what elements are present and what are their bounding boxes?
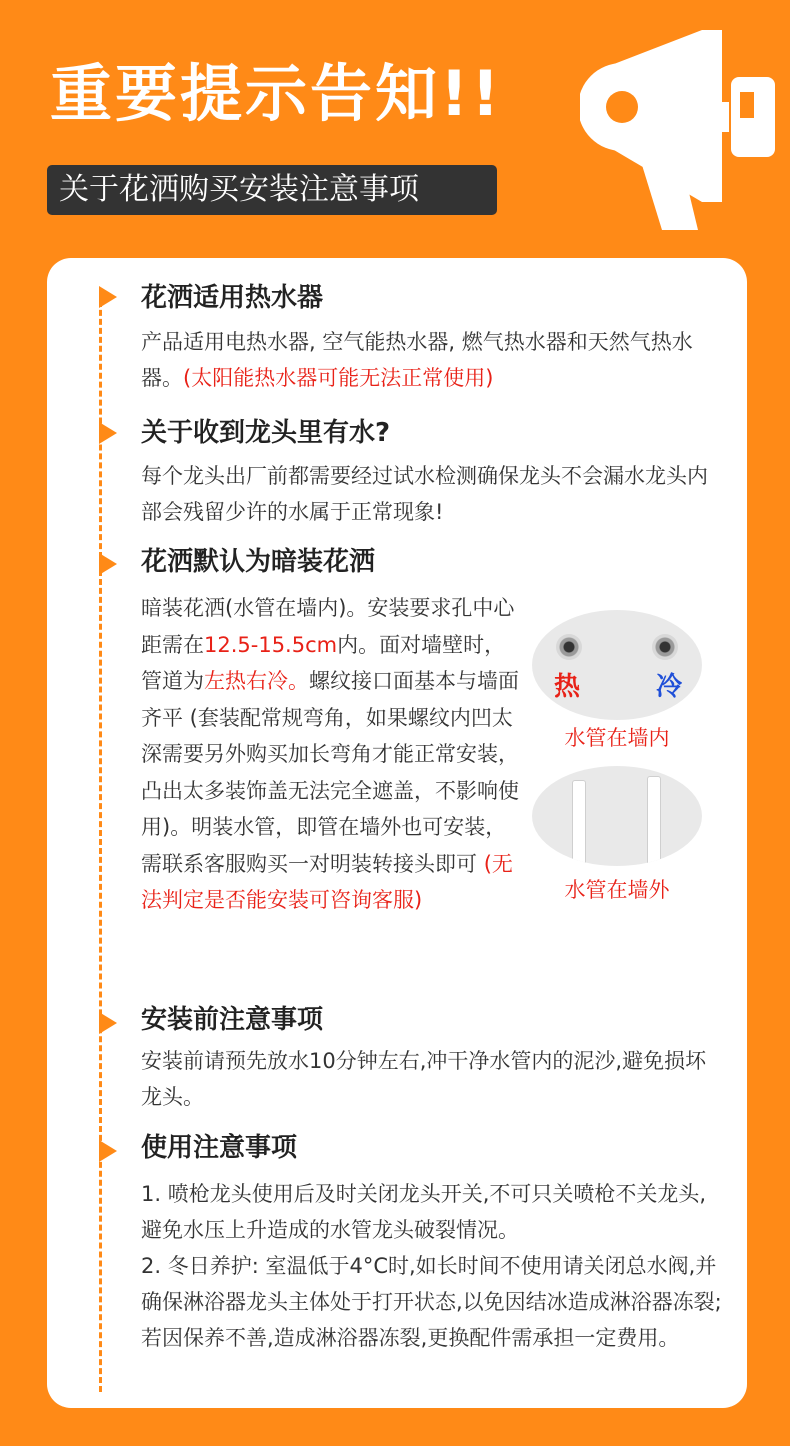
section-text-concealed-shower: 暗装花洒(水管在墙内)。安装要求孔中心距需在12.5-15.5cm内。面对墙壁时，管道为左热右冷。螺纹接口面基本与墙面齐平 (套装配常规弯角，如果螺纹内凹太深需要另外购买加长弯角才能正常安装，凸出太多装饰盖无法完全遮盖，不影响使用)。明装水管，即管在墙外也可安装，需联系客服购买一对明装转接头即可 (无法判定是否能安装可咨询客服) <box>141 596 519 912</box>
section-title-water-heater: 花洒适用热水器 <box>141 283 324 313</box>
section-marker-icon <box>99 286 117 308</box>
section-text-usage-item-1: 1. 喷枪龙头使用后及时关闭龙头开关,不可只关喷枪不关龙头,避免水压上升造成的水管龙头破裂情况。 <box>141 1182 707 1242</box>
section-text-usage-item-2: 2. 冬日养护: 室温低于4°C时,如长时间不使用请关闭总水阀,并确保淋浴器龙头主体处于打开状态,以免因结冰造成淋浴器冻裂;若因保养不善,造成淋浴器冻裂,更换配件需承担一定费用。 <box>141 1254 722 1350</box>
section-text-water-inside: 每个龙头出厂前都需要经过试水检测确保龙头不会漏水龙头内部会残留少许的水属于正常现象! <box>141 464 708 524</box>
pipe-in-wall-caption: 水管在墙内 <box>564 726 670 750</box>
pipe-outlet-icon <box>652 634 678 660</box>
exposed-pipe <box>647 776 661 866</box>
section-text-before-install: 安装前请预先放水10分钟左右,冲干净水管内的泥沙,避免损坏龙头。 <box>141 1049 707 1109</box>
pipe-out-wall-caption: 水管在墙外 <box>564 878 670 902</box>
page-subtitle: 关于花洒购买安装注意事项 <box>47 165 497 215</box>
pipe-in-wall-image <box>532 610 702 720</box>
section-marker-icon <box>99 1140 117 1162</box>
pipe-out-wall-image <box>532 766 702 866</box>
section-title-concealed-shower: 花洒默认为暗装花洒 <box>141 547 376 577</box>
section-text-water-heater: 产品适用电热水器, 空气能热水器, 燃气热水器和天然气热水器。(太阳能热水器可能无法正常使用) <box>141 330 693 390</box>
page-title: 重要提示告知!! <box>50 57 503 130</box>
cold-label: 冷 <box>656 672 683 702</box>
section-marker-icon <box>99 422 117 444</box>
section-marker-icon <box>99 553 117 575</box>
exposed-pipe <box>572 780 586 866</box>
section-marker-icon <box>99 1012 117 1034</box>
section-title-water-inside: 关于收到龙头里有水? <box>141 418 391 448</box>
hot-label: 热 <box>554 672 581 702</box>
section-title-usage: 使用注意事项 <box>141 1133 298 1163</box>
pipe-outlet-icon <box>556 634 582 660</box>
timeline-dashed-line <box>99 292 102 1392</box>
megaphone-icon <box>580 22 780 232</box>
section-title-before-install: 安装前注意事项 <box>141 1005 324 1035</box>
